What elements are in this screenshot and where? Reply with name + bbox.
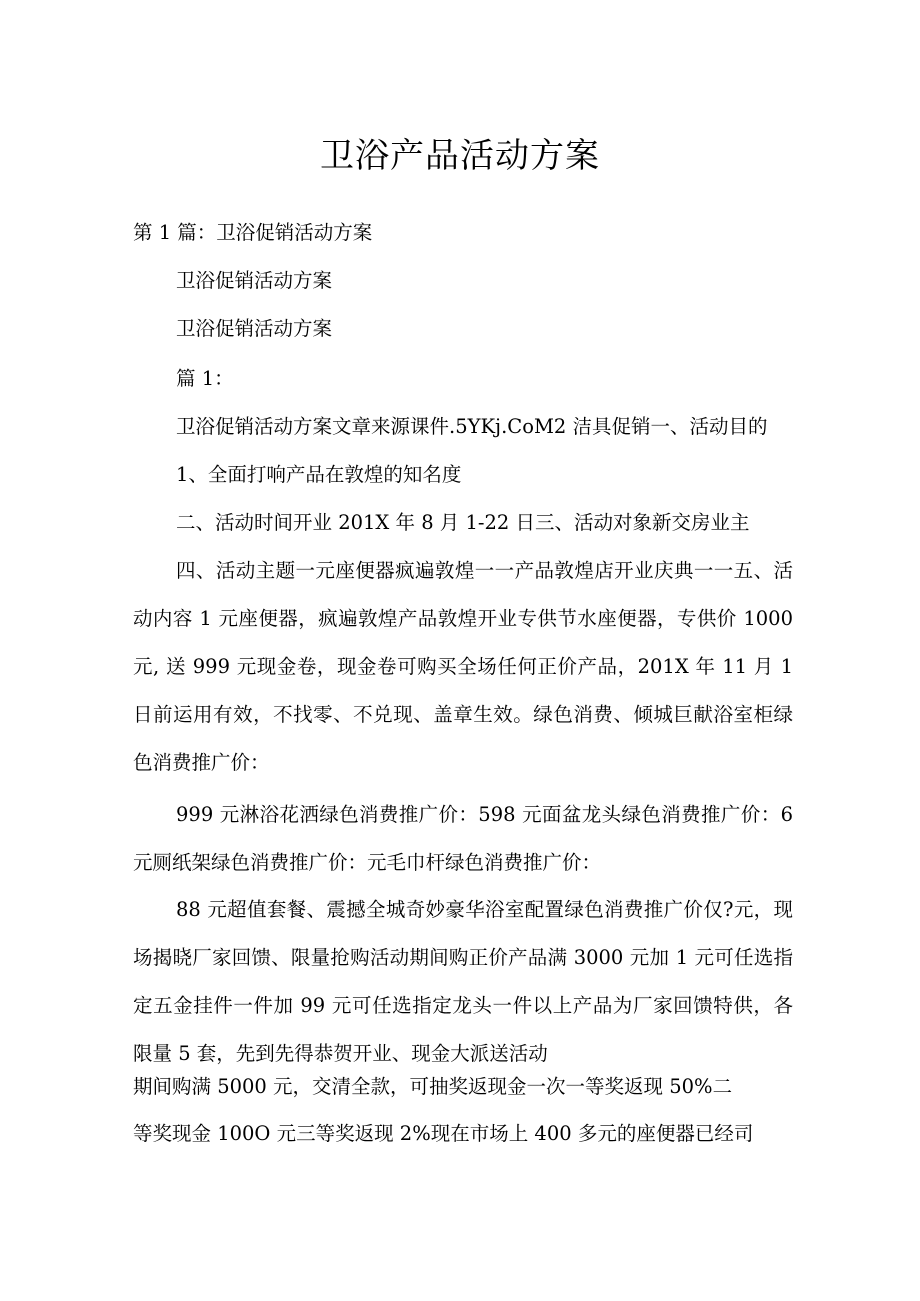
- paragraph-4: 四、活动主题一元座便器疯遍敦煌一一产品敦煌店开业庆典一一五、活动内容 1 元座便器，疯遍敦煌产品敦煌开业专供节水座便器，专供价 1000 元, 送 999 元现金卷，现金卷可购买全场任何正价产品，201X 年 11 月 1 日前运用有效，不找零、不兑现、盖章生效。绿色消费、倾城巨献浴室柜绿色消费推广价：: [133, 559, 793, 774]
- part-label: 篇 1：: [176, 367, 234, 390]
- section-heading: 第 1 篇：卫浴促销活动方案: [133, 221, 373, 244]
- document-title: 卫浴产品活动方案: [320, 136, 600, 176]
- subheading-2: 卫浴促销活动方案: [176, 317, 333, 340]
- paragraph-6: 88 元超值套餐、震撼全城奇妙豪华浴室配置绿色消费推广价仅?元，现场揭晓厂家回馈、限量抢购活动期间购正价产品满 3000 元加 1 元可任选指定五金挂件一件加 99 元可任选指定龙头一件以上产品为厂家回馈特供，各限量 5 套，先到先得恭贺开业、现金大派送活动: [133, 898, 793, 1065]
- paragraph-8: 等奖现金 100O 元三等奖返现 2%现在市场上 400 多元的座便器已经司: [133, 1122, 754, 1145]
- paragraph-5: 999 元淋浴花洒绿色消费推广价：598 元面盆龙头绿色消费推广价：6 元厕纸架绿色消费推广价：元毛巾杆绿色消费推广价：: [133, 803, 793, 874]
- paragraph-1: 卫浴促销活动方案文章来源课件.5YKj.CoM2 洁具促销一、活动目的: [176, 415, 768, 438]
- paragraph-2: 1、全面打响产品在敦煌的知名度: [176, 463, 462, 486]
- paragraph-7: 期间购满 5000 元，交清全款，可抽奖返现金一次一等奖返现 50%二: [133, 1075, 733, 1098]
- subheading-1: 卫浴促销活动方案: [176, 269, 333, 292]
- paragraph-3: 二、活动时间开业 201X 年 8 月 1-22 日三、活动对象新交房业主: [176, 511, 750, 534]
